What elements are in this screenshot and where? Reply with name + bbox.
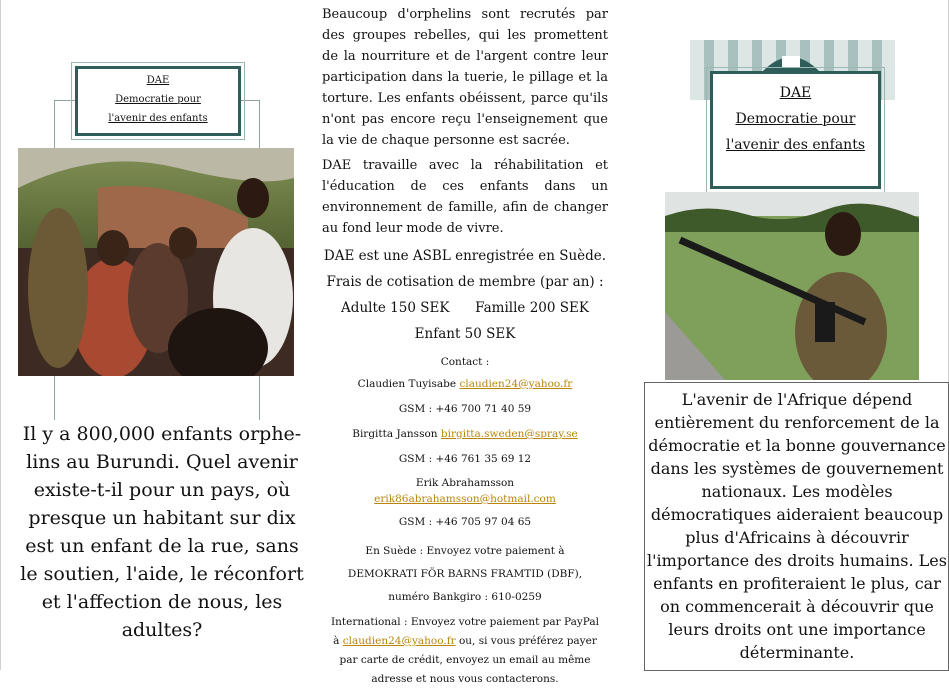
intl-line-2-rest: ou, si vous préférez payer xyxy=(458,635,597,647)
panel-divider-left xyxy=(0,0,1,670)
center-paragraph-2: DAE travaille avec la réhabilitation et l'éducation de ces enfants dans un environnement de famille, afin de changer au fond leur mode de vivre. xyxy=(322,158,608,236)
center-column xyxy=(322,4,608,689)
fees-row xyxy=(322,295,608,321)
right-subtitle-1: Democratie pour xyxy=(735,111,856,127)
contact-1-name: Claudien Tuyisabe xyxy=(357,378,457,390)
contact-3-name: Erik Abrahamsson xyxy=(415,477,515,489)
intl-line-4: adresse et nous vous contacterons. xyxy=(371,673,559,685)
contact-2-row xyxy=(322,425,608,444)
asbl-line: DAE est une ASBL enregistrée en Suède. xyxy=(323,248,607,264)
contact-2-email-link[interactable]: birgitta.sweden@spray.se xyxy=(440,428,578,440)
left-title: DAE xyxy=(146,75,170,86)
left-title-box xyxy=(75,66,241,136)
sweden-line-1: En Suède : Envoyez votre paiement à xyxy=(365,545,565,557)
left-subtitle-2: l'avenir des enfants xyxy=(108,113,208,124)
right-photo xyxy=(665,192,919,380)
sweden-line-2: DEMOKRATI FÖR BARNS FRAMTID (DBF), xyxy=(347,568,583,580)
fee-adult: Adulte 150 SEK xyxy=(341,300,450,316)
fee-family: Famille 200 SEK xyxy=(475,300,589,316)
contact-2-gsm: GSM : +46 761 35 69 12 xyxy=(398,453,532,465)
contact-title: Contact : xyxy=(440,356,490,368)
fee-child: Enfant 50 SEK xyxy=(414,326,516,342)
contact-1-row xyxy=(322,375,608,394)
intl-line-1: International : Envoyez votre paiement par PayPal xyxy=(331,616,599,628)
children-group-image xyxy=(18,148,294,376)
intl-line-3: par carte de crédit, envoyez un email au même xyxy=(339,654,591,666)
contact-1-gsm: GSM : +46 700 71 40 59 xyxy=(398,403,532,415)
right-body-text: L'avenir de l'Afrique dépend entièrement du renforcement de la démocratie et la bonne gouvernance dans les systèmes de gouvernement nationaux. Les modèles démocratiques aideraient beaucoup plus d'Africains à découvrir l'importance des droits humains. Les enfants en profiteraient le plus, car on commencerait à découvrir que leurs droits ont une importance déterminante. xyxy=(647,390,947,662)
intl-email-link[interactable]: claudien24@yahoo.fr xyxy=(342,635,456,647)
emblem-icon xyxy=(760,48,822,72)
left-photo xyxy=(18,148,294,376)
fees-title: Frais de cotisation de membre (par an) : xyxy=(326,274,604,290)
contact-1-email-link[interactable]: claudien24@yahoo.fr xyxy=(459,378,573,390)
contact-3-email-row xyxy=(322,491,608,507)
right-subtitle-2: l'avenir des enfants xyxy=(725,137,866,153)
contact-2-name: Birgitta Jansson xyxy=(352,428,438,440)
contact-3-email-link[interactable]: erik86abrahamsson@hotmail.com xyxy=(374,493,556,505)
left-subtitle-1: Democratie pour xyxy=(115,94,201,105)
sweden-line-3: numéro Bankgiro : 610-0259 xyxy=(388,591,542,603)
left-body-text: Il y a 800,000 enfants orphe-lins au Burundi. Quel avenir existe-t-il pour un pays, où presque un habitant sur dix est un enfant de la rue, sans le soutien, l'aide, le réconfort et l'affection de nous, les adultes? xyxy=(18,420,306,644)
intl-line-2: à claudien24@yahoo.fr ou, si vous préférez payer xyxy=(333,635,597,647)
child-soldier-image xyxy=(665,192,919,380)
contact-3-gsm: GSM : +46 705 97 04 65 xyxy=(398,516,532,528)
center-paragraph-1: Beaucoup d'orphelins sont recrutés par des groupes rebelles, qui les promettent de la nourriture et de l'argent contre leur participation dans la tuerie, le pillage et la torture. Les enfants obéissent, parce qu'ils n'ont pas encore reçu l'enseignement que la vie de chaque personne est sacrée. xyxy=(322,7,608,148)
right-title-box xyxy=(710,71,881,189)
right-title: DAE xyxy=(779,85,812,101)
